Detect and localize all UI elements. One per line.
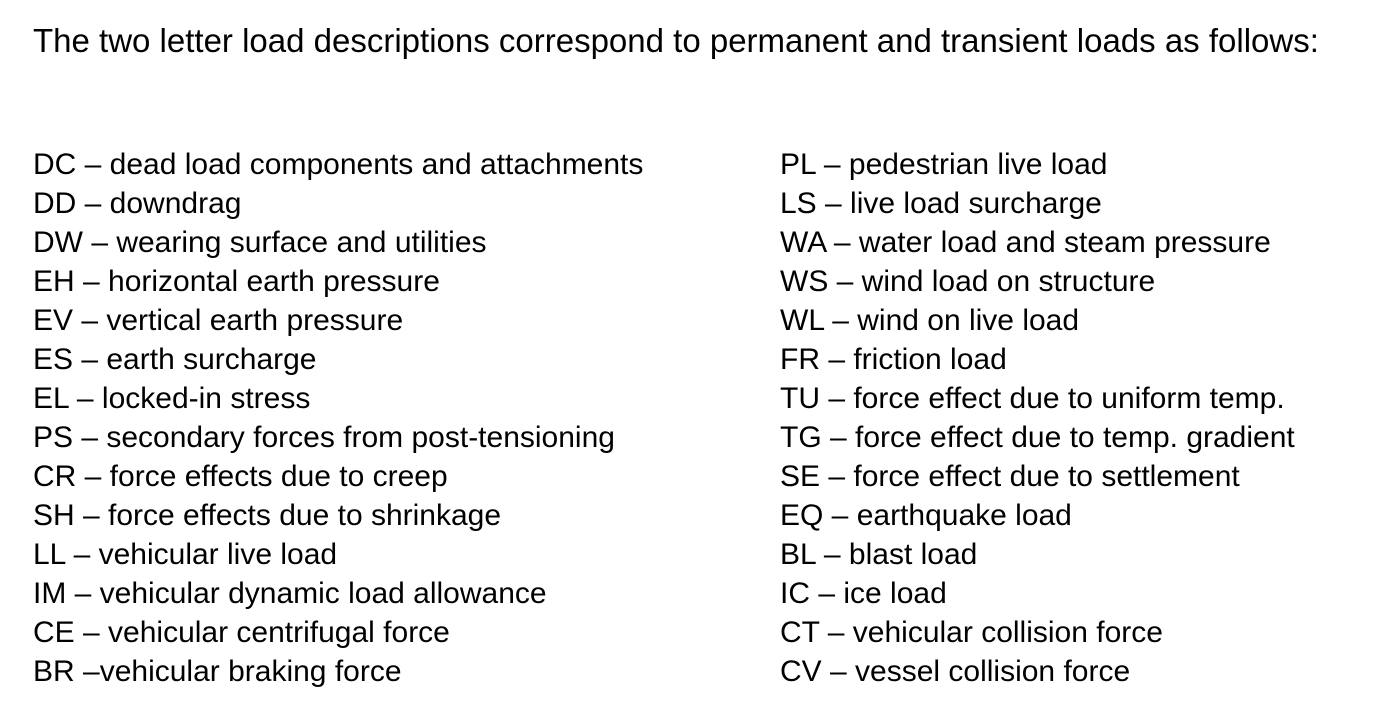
load-item: LS – live load surcharge xyxy=(780,187,1102,220)
load-item: ES – earth surcharge xyxy=(33,343,317,376)
intro-paragraph: The two letter load descriptions correspond to permanent and transient loads as follows: xyxy=(33,22,1319,59)
load-item: EQ – earthquake load xyxy=(780,499,1072,532)
load-item: DW – wearing surface and utilities xyxy=(33,226,487,259)
load-item: PS – secondary forces from post-tensioning xyxy=(33,421,615,454)
load-item: DC – dead load components and attachments xyxy=(33,148,644,181)
load-item: EL – locked-in stress xyxy=(33,382,311,415)
load-item: EH – horizontal earth pressure xyxy=(33,265,440,298)
load-item: WL – wind on live load xyxy=(780,304,1080,337)
load-item: IC – ice load xyxy=(780,577,947,610)
load-item: EV – vertical earth pressure xyxy=(33,304,404,337)
load-item: CV – vessel collision force xyxy=(780,655,1131,688)
load-item: WA – water load and steam pressure xyxy=(780,226,1271,259)
load-item: CR – force effects due to creep xyxy=(33,460,448,493)
load-item: CE – vehicular centrifugal force xyxy=(33,616,450,649)
load-item: TU – force effect due to uniform temp. xyxy=(780,382,1285,415)
load-item: PL – pedestrian live load xyxy=(780,148,1108,181)
permanent-loads-list xyxy=(33,145,753,691)
load-item: FR – friction load xyxy=(780,343,1007,376)
load-item: BL – blast load xyxy=(780,538,978,571)
load-item: CT – vehicular collision force xyxy=(780,616,1163,649)
load-item: SH – force effects due to shrinkage xyxy=(33,499,502,532)
load-item: WS – wind load on structure xyxy=(780,265,1156,298)
load-item: IM – vehicular dynamic load allowance xyxy=(33,577,547,610)
load-item: DD – downdrag xyxy=(33,187,242,220)
load-item: TG – force effect due to temp. gradient xyxy=(780,421,1295,454)
load-item: LL – vehicular live load xyxy=(33,538,338,571)
transient-loads-list xyxy=(780,145,1380,691)
load-item: SE – force effect due to settlement xyxy=(780,460,1240,493)
load-item: BR –vehicular braking force xyxy=(33,655,402,688)
